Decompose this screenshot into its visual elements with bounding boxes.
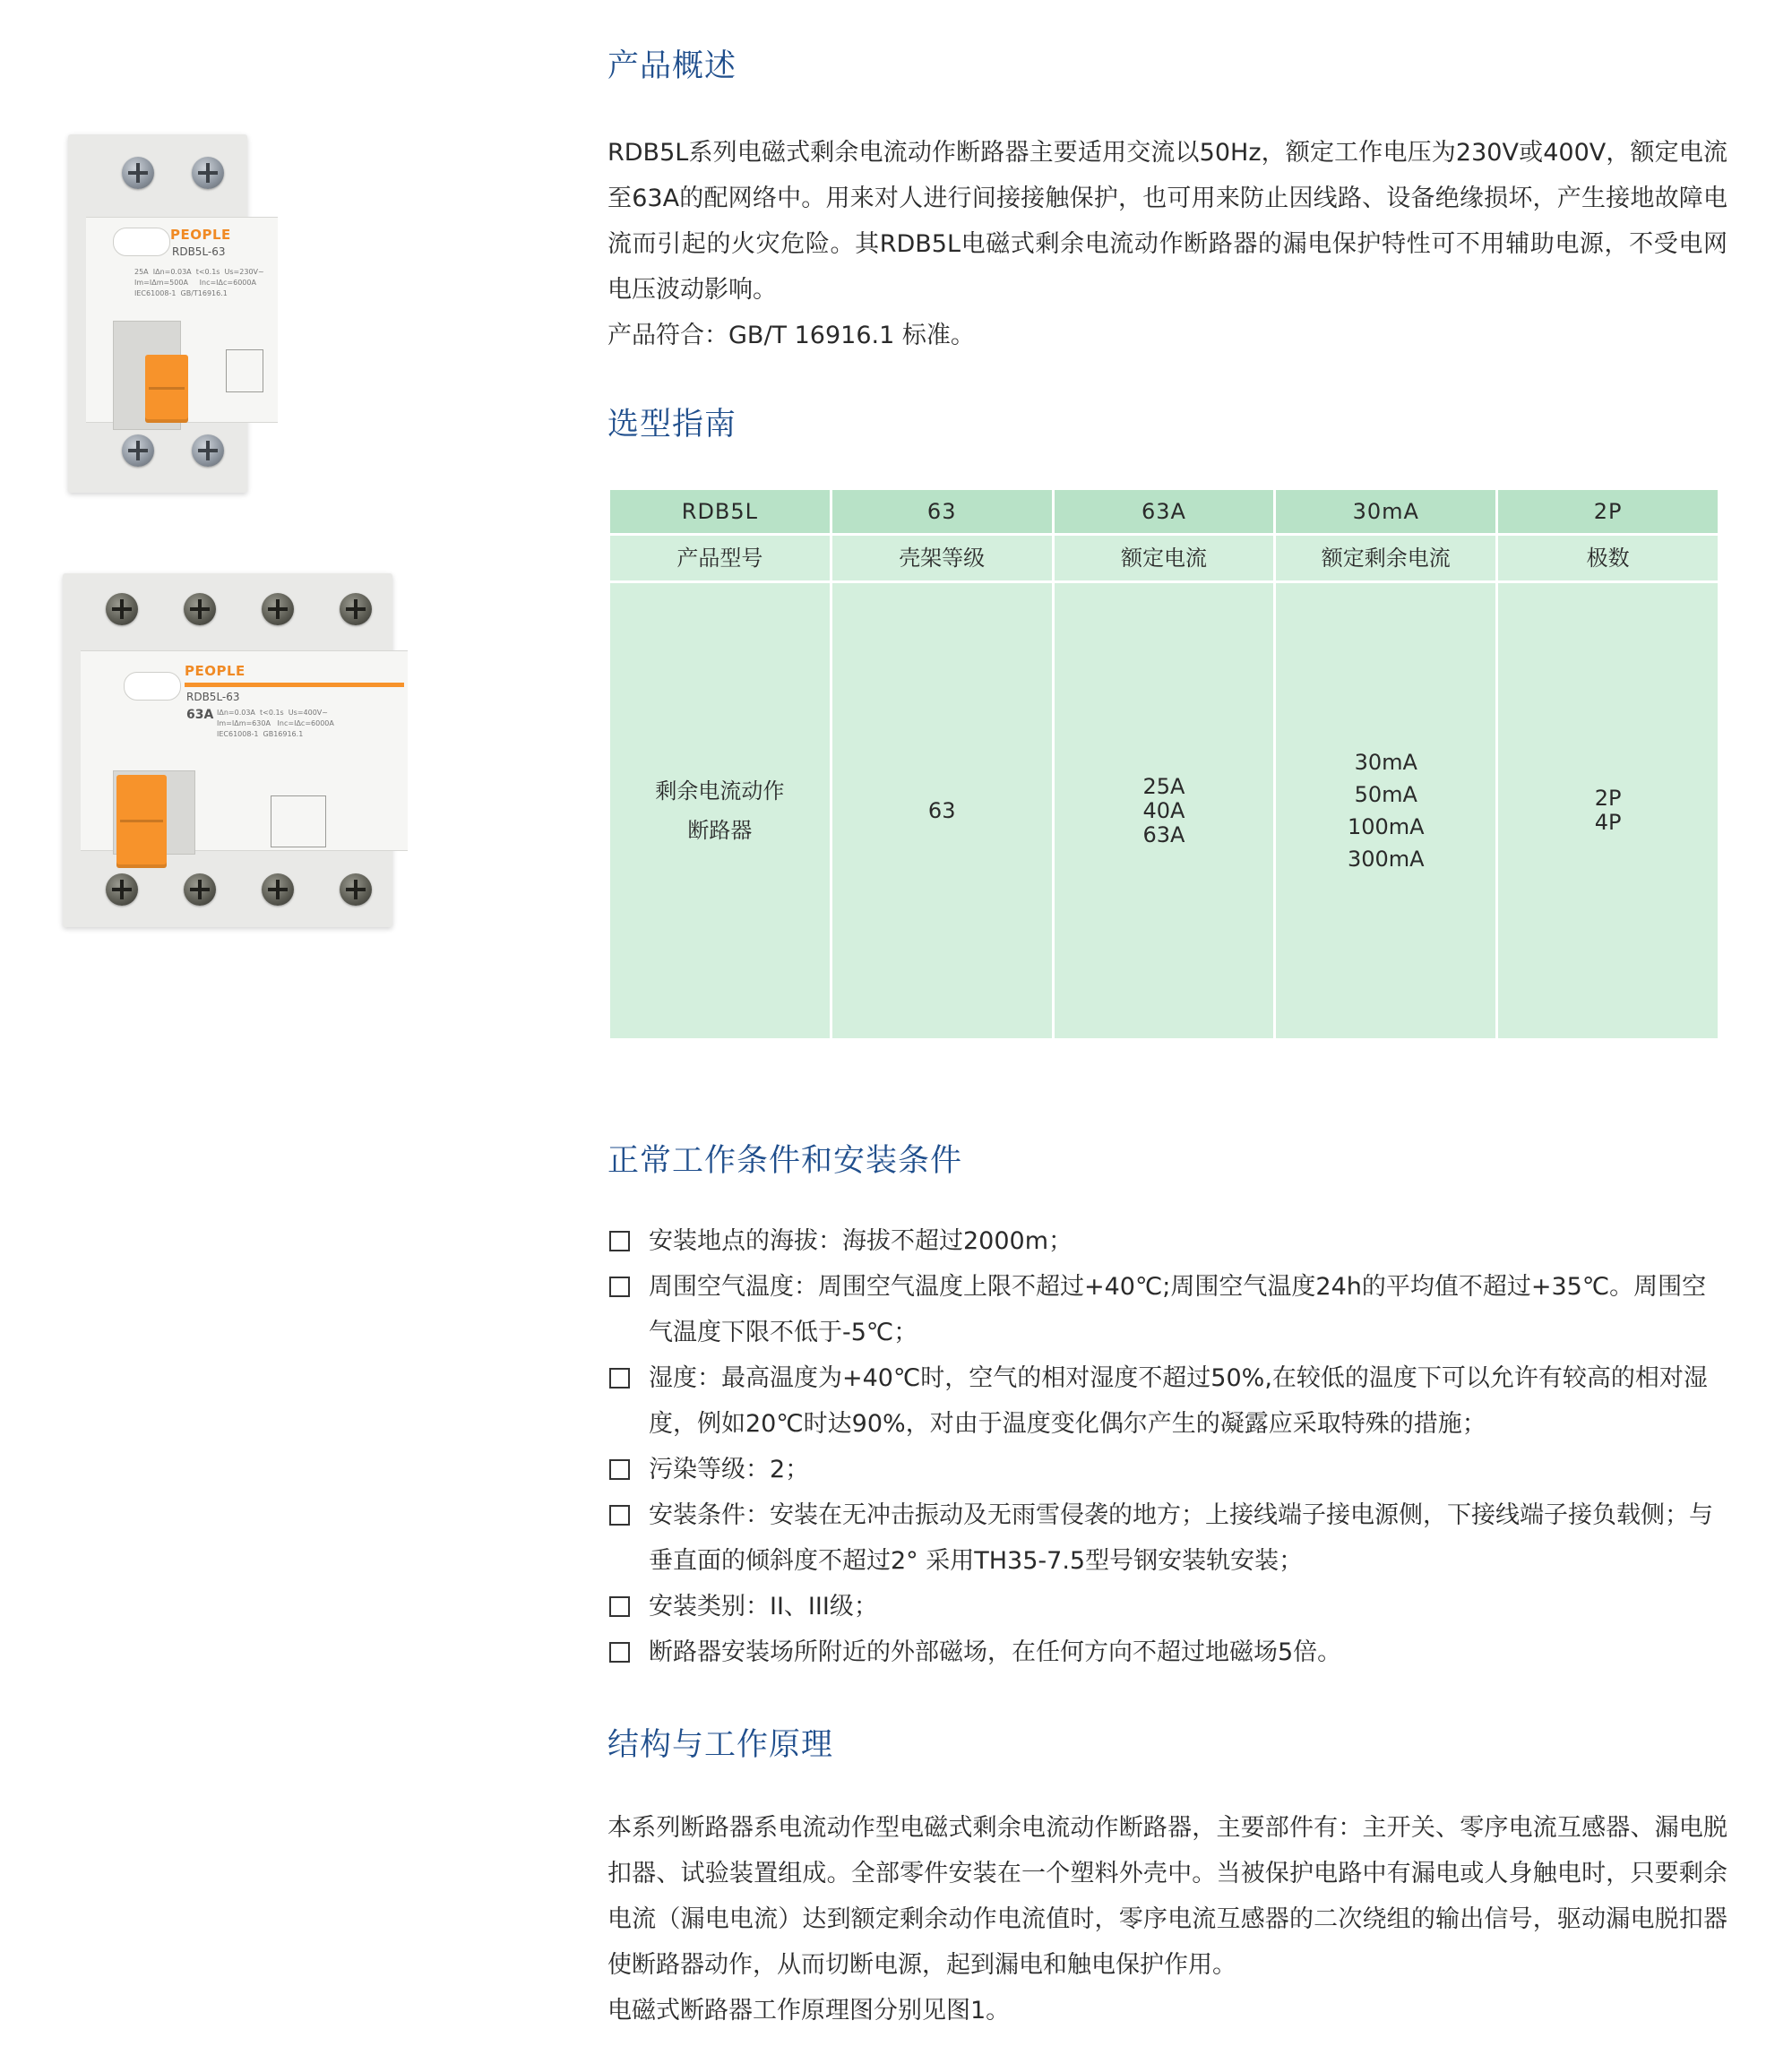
code-cell: RDB5L <box>609 490 831 535</box>
terminal-screw-icon <box>184 593 216 625</box>
overview-text <box>607 130 1727 358</box>
list-item <box>607 1355 1727 1447</box>
conditions-title: 正常工作条件和安装条件 <box>607 1143 963 1179</box>
status-window <box>113 228 170 256</box>
value-cell-product-name <box>609 582 831 1039</box>
checkbox-icon <box>609 1368 630 1388</box>
overview-body: RDB5L系列电磁式剩余电流动作断路器主要适用交流以50Hz，额定工作电压为230V或400V，额定电流至63A的配网络中。用来对人进行间接接触保护，也可用来防止因线路、设备绝缘损坏，产生接地故障电流而引起的火灾危险。其RDB5L电磁式剩余电流动作断路器的漏电保护特性可不用辅助电源，不受电网电压波动影响。 <box>607 139 1727 304</box>
condition-text: 周围空气温度：周围空气温度上限不超过+40℃;周围空气温度24h的平均值不超过+35℃。周围空气温度下限不低于-5℃； <box>649 1273 1707 1346</box>
list-item <box>607 1264 1727 1355</box>
value-cell-poles <box>1497 582 1719 1039</box>
code-cell: 2P <box>1497 490 1719 535</box>
terminal-screw-icon <box>184 873 216 906</box>
value-line: 50mA <box>1354 782 1417 807</box>
checkbox-icon <box>609 1505 630 1526</box>
toggle-lever-icon <box>116 775 167 868</box>
code-cell: 63 <box>831 490 1053 535</box>
value-cell-rated-current <box>1053 582 1275 1039</box>
terminal-screw-icon <box>262 873 294 906</box>
checkbox-icon <box>609 1459 630 1480</box>
condition-text: 安装类别：II、III级； <box>649 1593 878 1621</box>
brand-logo: PEOPLE <box>185 663 246 679</box>
header-cell: 极数 <box>1497 535 1719 582</box>
condition-text: 安装条件：安装在无冲击振动及无雨雪侵袭的地方；上接线端子接电源侧，下接线端子接负载侧；与垂直面的倾斜度不超过2° 采用TH35-7.5型号钢安装轨安装； <box>649 1501 1713 1575</box>
structure-title: 结构与工作原理 <box>607 1727 834 1763</box>
overview-title: 产品概述 <box>607 48 737 84</box>
status-window <box>124 672 181 701</box>
list-item <box>607 1447 1727 1492</box>
structure-body: 本系列断路器系电流动作型电磁式剩余电流动作断路器，主要部件有：主开关、零序电流互感器、漏电脱扣器、试验装置组成。全部零件安装在一个塑料外壳中。当被保护电路中有漏电或人身触电时，只要剩余电流（漏电电流）达到额定剩余动作电流值时，零序电流互感器的二次绕组的输出信号，驱动漏电脱扣器使断路器动作，从而切断电源，起到漏电和触电保护作用。 <box>607 1814 1727 1979</box>
value-line: 63A <box>1142 821 1185 847</box>
list-item <box>607 1218 1727 1264</box>
code-cell: 30mA <box>1275 490 1497 535</box>
model-label: RDB5L-63 <box>186 691 240 703</box>
overview-standard: 产品符合：GB/T 16916.1 标准。 <box>607 322 975 349</box>
list-item <box>607 1629 1727 1675</box>
brand-logo: PEOPLE <box>170 227 231 243</box>
value-line: 40A <box>1142 797 1185 823</box>
spec-print: 25A IΔn=0.03A t<0.1s Us=230V~ Im=IΔm=500A Inc=IΔc=6000A IEC61008-1 GB/T16916.1 <box>134 268 264 297</box>
spec-print: IΔn=0.03A t<0.1s Us=400V~ Im=IΔm=630A Inc=IΔc=6000A IEC61008-1 GB16916.1 <box>217 709 334 738</box>
list-item <box>607 1584 1727 1629</box>
terminal-screw-icon <box>262 593 294 625</box>
model-label: RDB5L-63 <box>172 245 226 258</box>
header-cell: 产品型号 <box>609 535 831 582</box>
code-cell: 63A <box>1053 490 1275 535</box>
value-line: 100mA <box>1347 814 1425 839</box>
table-value-row <box>609 582 1719 1039</box>
rating-label: 63A <box>186 708 214 722</box>
value-line: 30mA <box>1354 750 1417 775</box>
selection-table <box>607 490 1720 1038</box>
header-cell: 壳架等级 <box>831 535 1053 582</box>
list-item <box>607 1492 1727 1584</box>
value-line: 2P <box>1594 786 1622 811</box>
condition-text: 安装地点的海拔：海拔不超过2000m； <box>649 1227 1073 1255</box>
orange-stripe <box>185 683 404 687</box>
checkbox-icon <box>609 1596 630 1617</box>
value-cell-residual-current <box>1275 582 1497 1039</box>
terminal-screw-icon <box>192 157 224 189</box>
condition-text: 污染等级：2； <box>649 1456 810 1483</box>
selection-title: 选型指南 <box>607 407 737 443</box>
condition-text: 湿度：最高温度为+40℃时，空气的相对湿度不超过50%,在较低的温度下可以允许有较高的相对湿度，例如20℃时达90%，对由于温度变化偶尔产生的凝露应采取特殊的措施； <box>649 1364 1708 1438</box>
terminal-screw-icon <box>340 593 372 625</box>
checkbox-icon <box>609 1642 630 1663</box>
terminal-screw-icon <box>122 157 154 189</box>
product-image-4p <box>63 573 412 932</box>
header-cell: 额定剩余电流 <box>1275 535 1497 582</box>
condition-text: 断路器安装场所附近的外部磁场，在任何方向不超过地磁场5倍。 <box>649 1638 1342 1666</box>
checkbox-icon <box>609 1231 630 1251</box>
value-cell-frame <box>831 582 1053 1039</box>
header-cell: 额定电流 <box>1053 535 1275 582</box>
table-code-row <box>609 490 1719 535</box>
product-image-2p <box>63 134 287 497</box>
structure-note: 电磁式断路器工作原理图分别见图1。 <box>607 1997 1011 2025</box>
conditions-list <box>607 1218 1727 1675</box>
circuit-symbol-icon <box>271 795 326 847</box>
value-line: 25A <box>1142 773 1185 799</box>
value-line: 63 <box>927 797 956 823</box>
value-line: 剩余电流动作 <box>655 778 785 804</box>
value-line: 4P <box>1594 810 1622 835</box>
structure-text <box>607 1805 1727 2033</box>
toggle-lever-icon <box>145 355 188 423</box>
checkbox-icon <box>609 1277 630 1297</box>
terminal-screw-icon <box>106 593 138 625</box>
terminal-screw-icon <box>340 873 372 906</box>
terminal-screw-icon <box>192 434 224 467</box>
circuit-symbol-icon <box>226 349 263 392</box>
terminal-screw-icon <box>122 434 154 467</box>
table-header-row <box>609 535 1719 582</box>
terminal-screw-icon <box>106 873 138 906</box>
value-line: 300mA <box>1347 847 1425 872</box>
value-line: 断路器 <box>687 818 753 843</box>
